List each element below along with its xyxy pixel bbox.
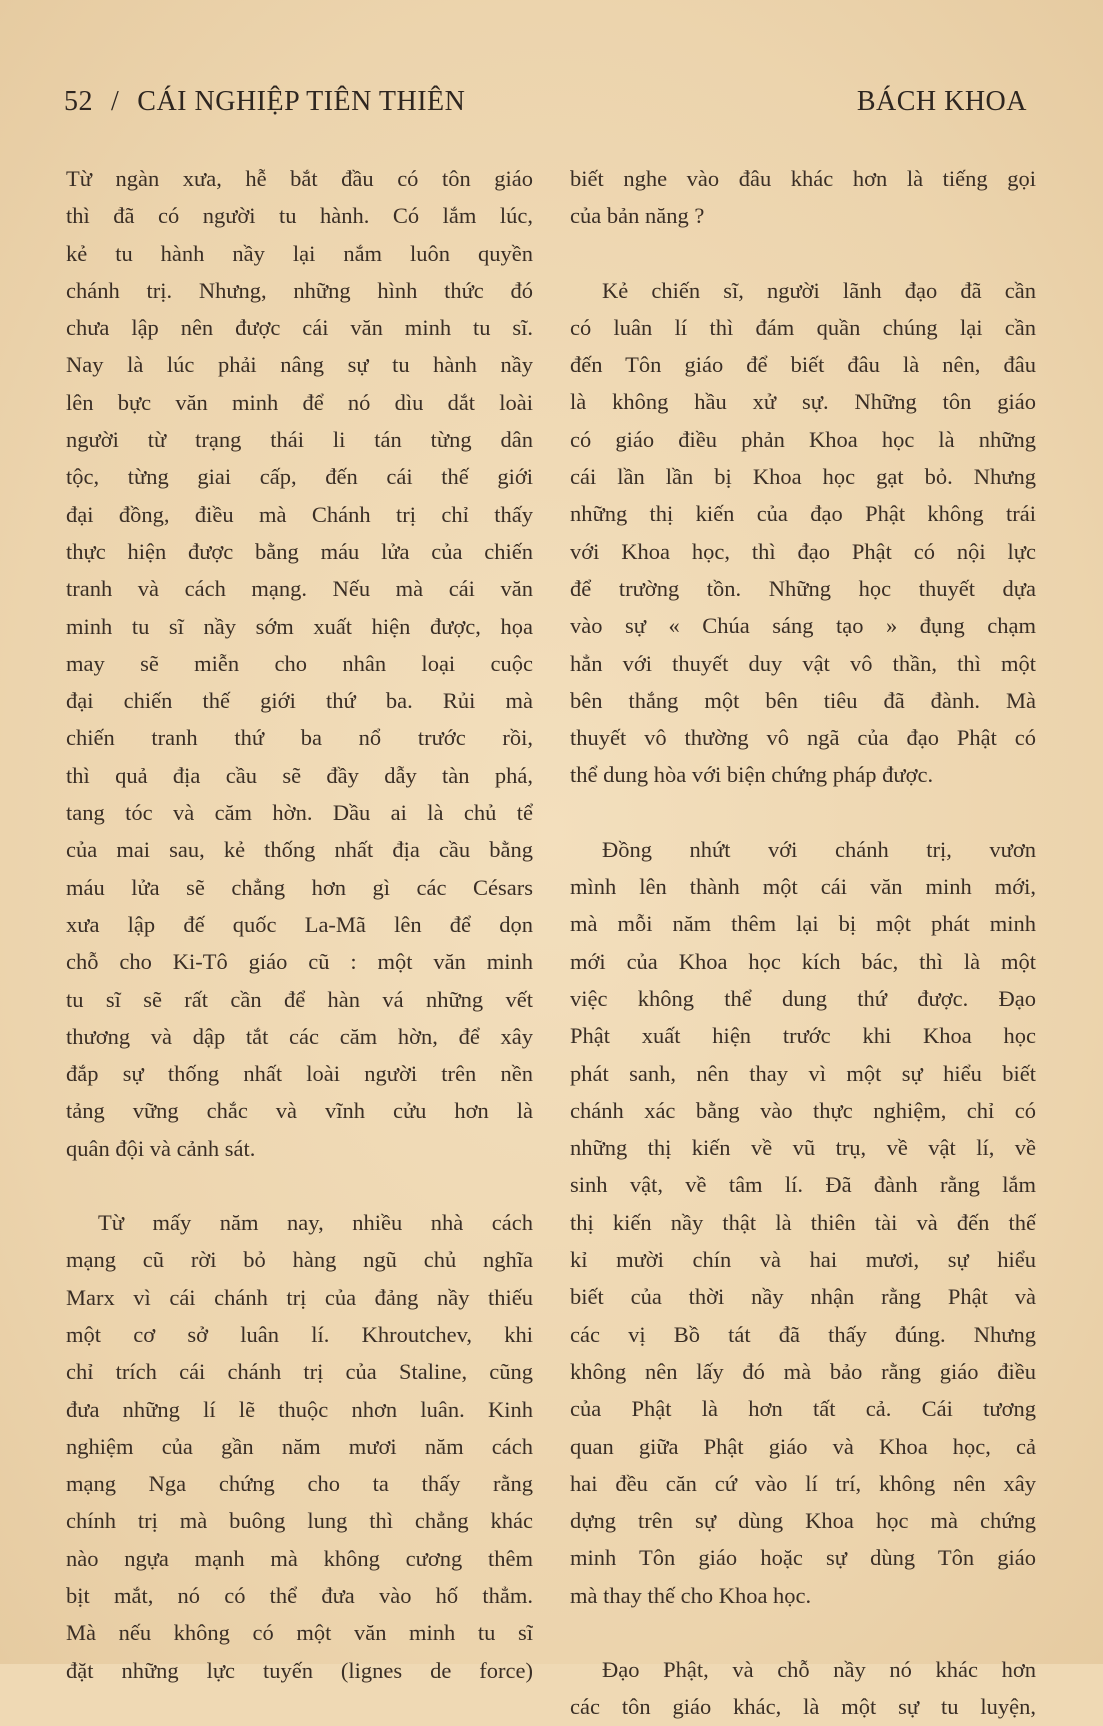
text-line: thực hiện được bằng máu lửa của chiến	[66, 538, 533, 564]
paragraph-gap	[66, 1167, 533, 1204]
text-line: chánh trị. Nhưng, những hình thức đó	[66, 277, 533, 303]
text-line: Từ mấy năm nay, nhiều nhà cách	[98, 1210, 533, 1236]
text-line: mạng cũ rời bỏ hàng ngũ chủ nghĩa	[66, 1247, 533, 1273]
text-line: người từ trạng thái li tán từng dân	[66, 427, 533, 453]
text-line: mình lên thành một cái văn minh mới,	[570, 874, 1036, 900]
text-line: thuyết vô thường vô ngã của đạo Phật có	[570, 725, 1036, 751]
text-line: biết nghe vào đâu khác hơn là tiếng gọi	[570, 166, 1036, 191]
text-line: dựng trên sự dùng Khoa học mà chứng	[570, 1508, 1036, 1534]
text-line: Từ ngàn xưa, hễ bắt đầu có tôn giáo	[66, 166, 533, 191]
text-line: có giáo điều phản Khoa học là những	[570, 426, 1036, 452]
text-line: đặt những lực tuyến (lignes de force)	[66, 1657, 533, 1683]
text-line: một cơ sở luân lí. Khroutchev, khi	[66, 1321, 533, 1347]
text-line: Kẻ chiến sĩ, người lãnh đạo đã cần	[602, 277, 1036, 303]
text-line: hai đều căn cứ vào lí trí, không nên xây	[570, 1470, 1036, 1496]
text-line: mạng Nga chứng cho ta thấy rằng	[66, 1471, 533, 1497]
text-line: vào sự « Chúa sáng tạo » đụng chạm	[570, 613, 1036, 639]
text-line: Phật xuất hiện trước khi Khoa học	[570, 1023, 1036, 1049]
text-line: Marx vì cái chánh trị của đảng nầy thiếu	[66, 1284, 533, 1310]
text-line: mới của Khoa học kích bác, thì là một	[570, 948, 1036, 974]
text-line: những thị kiến của đạo Phật không trái	[570, 501, 1036, 527]
paragraph	[570, 160, 1036, 235]
text-line: phát sanh, nên thay vì một sự hiểu biết	[570, 1060, 1036, 1086]
paragraph-gap	[570, 794, 1036, 831]
text-line: chỉ trích cái chánh trị của Staline, cũng	[66, 1359, 533, 1385]
text-line: kẻ tu hành nầy lại nắm luôn quyền	[66, 240, 533, 266]
text-line: quan giữa Phật giáo và Khoa học, cả	[570, 1433, 1036, 1459]
text-line: việc không thể dung thứ được. Đạo	[570, 985, 1036, 1011]
text-line: hẳn với thuyết duy vật vô thần, thì một	[570, 650, 1036, 676]
text-line: quân đội và cảnh sát.	[66, 1135, 256, 1161]
text-line: Nay là lúc phải nâng sự tu hành nầy	[66, 352, 533, 378]
text-line: của bản năng ?	[570, 203, 705, 229]
text-line: thì quả địa cầu sẽ đầy dẫy tàn phá,	[66, 762, 533, 788]
text-line: minh tu sĩ nầy sớm xuất hiện được, họa	[66, 613, 533, 639]
text-line: đại đồng, điều mà Chánh trị chỉ thấy	[66, 501, 533, 527]
text-line: Mà nếu không có một văn minh tu sĩ	[66, 1620, 533, 1646]
text-line: bên thắng một bên tiêu đã đành. Mà	[570, 687, 1036, 713]
text-line: mà mỗi năm thêm lại bị một phát minh	[570, 911, 1036, 937]
text-line: nào ngựa mạnh mà không cương thêm	[66, 1545, 533, 1571]
text-line: đắp sự thống nhất loài người trên nền	[66, 1061, 533, 1087]
text-line: bịt mắt, nó có thể đưa vào hố thẳm.	[66, 1582, 533, 1608]
text-line: để trường tồn. Những học thuyết dựa	[570, 575, 1036, 601]
text-line: tang tóc và căm hờn. Dầu ai là chủ tể	[66, 800, 533, 826]
header-separator: /	[111, 86, 120, 117]
text-line: tu sĩ sẽ rất cần để hàn vá những vết	[66, 986, 533, 1012]
text-line: lên bực văn minh để nó dìu dắt loài	[66, 389, 533, 415]
left-column	[66, 160, 533, 1689]
article-title: CÁI NGHIỆP TIÊN THIÊN	[137, 86, 466, 117]
text-line: Đạo Phật, và chỗ nầy nó khác hơn	[602, 1656, 1036, 1682]
text-line: Đồng nhứt với chánh trị, vươn	[602, 836, 1036, 862]
text-line: chiến tranh thứ ba nổ trước rồi,	[66, 725, 533, 751]
text-line: thì đã có người tu hành. Có lắm lúc,	[66, 203, 533, 229]
text-line: của Phật là hơn tất cả. Cái tương	[570, 1396, 1036, 1422]
paragraph	[570, 272, 1036, 794]
text-line: cái lần lần bị Khoa học gạt bỏ. Nhưng	[570, 464, 1036, 490]
text-line: sinh vật, về tâm lí. Đã đành rằng lắm	[570, 1172, 1036, 1198]
text-line: không nên lấy đó mà bảo rằng giáo điều	[570, 1358, 1036, 1384]
text-line: chính trị mà buông lung thì chẳng khác	[66, 1508, 533, 1534]
text-line: biết của thời nầy nhận rằng Phật và	[570, 1284, 1036, 1310]
text-line: chỗ cho Ki-Tô giáo cũ : một văn minh	[66, 949, 533, 975]
text-line: đại chiến thế giới thứ ba. Rủi mà	[66, 688, 533, 714]
text-line: các tôn giáo khác, là một sự tu luyện,	[570, 1694, 1036, 1720]
paragraph-gap	[570, 235, 1036, 272]
text-line: đưa những lí lẽ thuộc nhơn luân. Kinh	[66, 1396, 533, 1422]
text-line: với Khoa học, thì đạo Phật có nội lực	[570, 538, 1036, 564]
text-line: chánh xác bằng vào thực nghiệm, chỉ có	[570, 1097, 1036, 1123]
text-line: xưa lập đế quốc La-Mã lên để dọn	[66, 911, 533, 937]
text-line: của mai sau, kẻ thống nhất địa cầu bằng	[66, 837, 533, 863]
paragraph	[66, 160, 533, 1167]
text-line: mà thay thế cho Khoa học.	[570, 1582, 812, 1608]
text-line: nghiệm của gần năm mươi năm cách	[66, 1433, 533, 1459]
text-line: kỉ mười chín và hai mươi, sự hiểu	[570, 1247, 1036, 1273]
running-header	[64, 86, 1027, 126]
text-line: máu lửa sẽ chẳng hơn gì các Césars	[66, 874, 533, 900]
page-number: 52	[64, 86, 93, 117]
right-column	[570, 160, 1036, 1726]
text-line: đến Tôn giáo để biết đâu là nên, đâu	[570, 352, 1036, 378]
text-line: thị kiến nầy thật là thiên tài và đến thế	[570, 1209, 1036, 1235]
text-line: tảng vững chắc và vĩnh cửu hơn là	[66, 1098, 533, 1124]
text-line: những thị kiến về vũ trụ, về vật lí, về	[570, 1135, 1036, 1161]
text-line: minh Tôn giáo hoặc sự dùng Tôn giáo	[570, 1545, 1036, 1571]
paragraph	[66, 1204, 533, 1689]
text-line: thương và dập tắt các căm hờn, để xây	[66, 1023, 533, 1049]
paragraph	[570, 1651, 1036, 1726]
paragraph	[570, 831, 1036, 1614]
paragraph-gap	[570, 1614, 1036, 1651]
text-line: tộc, từng giai cấp, đến cái thế giới	[66, 464, 533, 490]
text-line: là không hầu xử sự. Những tôn giáo	[570, 389, 1036, 415]
magazine-name: BÁCH KHOA	[856, 86, 1027, 117]
text-line: thể dung hòa với biện chứng pháp được.	[570, 762, 934, 788]
text-line: may sẽ miễn cho nhân loại cuộc	[66, 650, 533, 676]
text-line: chưa lập nên được cái văn minh tu sĩ.	[66, 315, 533, 341]
text-line: các vị Bồ tát đã thấy đúng. Nhưng	[570, 1321, 1036, 1347]
text-line: tranh và cách mạng. Nếu mà cái văn	[66, 576, 533, 602]
text-line: có luân lí thì đám quần chúng lại cần	[570, 314, 1036, 340]
header-left	[64, 86, 465, 118]
